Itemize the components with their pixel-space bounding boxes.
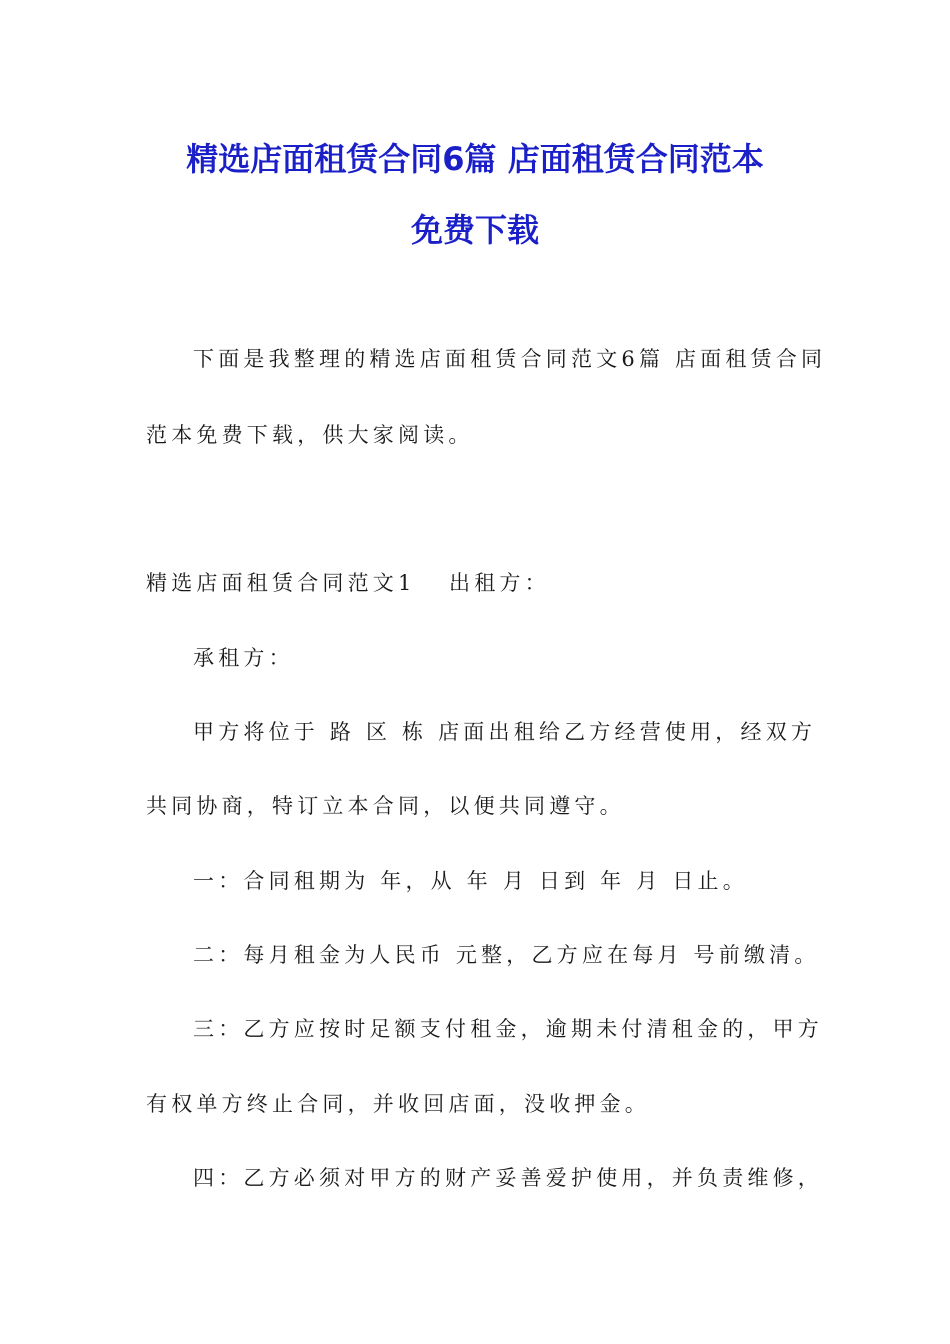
document-title-line-2: 免费下载 [410,211,539,249]
lessee-label: 承租方： [193,646,294,670]
paragraph-1-line-1: 甲方将位于 路 区 栋 店面出租给乙方经营使用，经双方 [193,720,817,744]
clause-4-line-1: 四：乙方必须对甲方的财产妥善爱护使用，并负责维修， [193,1166,823,1190]
clause-1: 一：合同租期为 年，从 年 月 日到 年 月 日止。 [193,869,748,893]
clause-3-line-2: 有权单方终止合同，并收回店面，没收押金。 [146,1092,650,1116]
clause-2: 二：每月租金为人民币 元整，乙方应在每月 号前缴清。 [193,943,820,967]
section-heading: 精选店面租赁合同范文1 [146,571,416,595]
clause-3-line-1: 三：乙方应按时足额支付租金，逾期未付清租金的，甲方 [193,1017,823,1041]
intro-line-2: 范本免费下载，供大家阅读。 [146,423,474,447]
lessor-label: 出租方： [449,571,550,595]
paragraph-1-line-2: 共同协商，特订立本合同，以便共同遵守。 [146,794,625,818]
document-title-line-1: 精选店面租赁合同6篇 店面租赁合同范本 [186,140,764,178]
intro-line-1: 下面是我整理的精选店面租赁合同范文6篇 店面租赁合同 [193,347,827,371]
